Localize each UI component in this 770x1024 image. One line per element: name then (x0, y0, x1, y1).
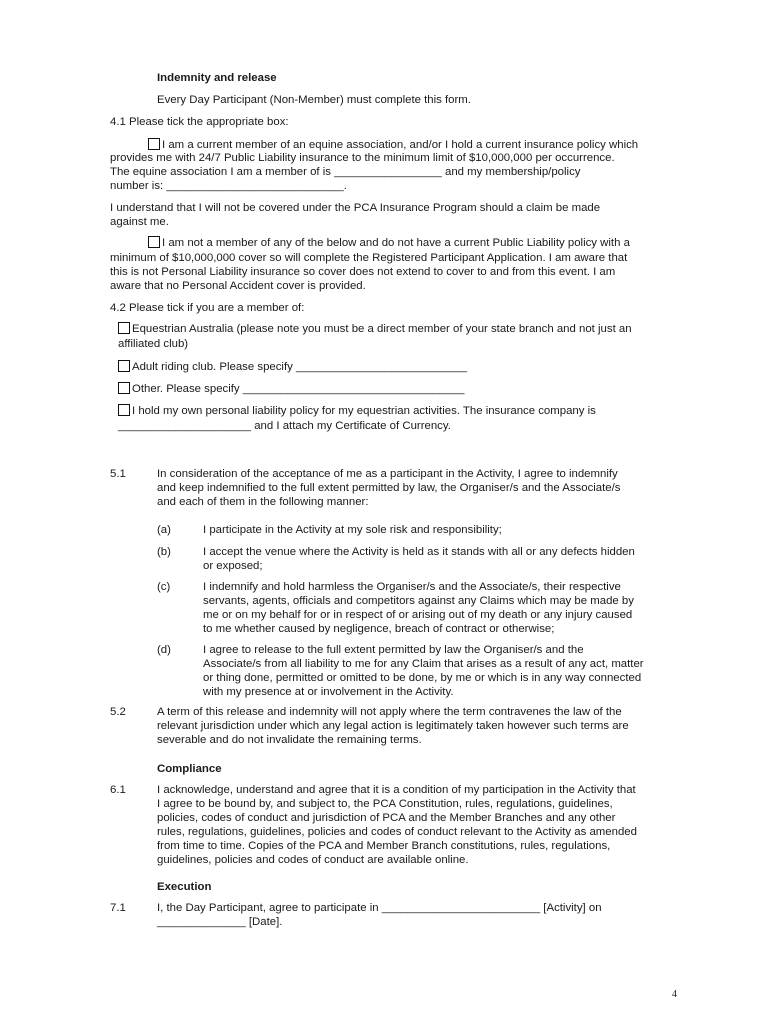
option-member-line-2: provides me with 24/7 Public Liability insurance to the minimum limit of $10,000,000 per occurrence. (110, 152, 615, 164)
checkbox-adult-riding-club[interactable] (118, 360, 130, 372)
checkbox-other[interactable] (118, 382, 130, 394)
clause-number-5-2: 5.2 (110, 706, 126, 718)
item-d-line-3: or thing done, permitted or omitted to be done, by me or which is in any way connected (203, 672, 642, 684)
page-number: 4 (672, 989, 677, 1000)
checkbox-not-member[interactable] (148, 236, 160, 248)
member-ea-line-1 (118, 322, 632, 337)
heading-indemnity-and-release: Indemnity and release (157, 72, 277, 84)
member-own-policy-text: I hold my own personal liability policy for my equestrian activities. The insurance company is (132, 405, 596, 417)
item-label-a: (a) (157, 524, 171, 536)
member-ea-line-2: affiliated club) (118, 338, 189, 350)
checkbox-own-liability-policy[interactable] (118, 404, 130, 416)
item-c-line-2: servants, agents, officials and competitors against any Claims which may be made by (203, 595, 634, 607)
item-label-d: (d) (157, 644, 171, 656)
item-c-line-3: me or on my behalf for or in respect of or arising out of my death or any injury caused (203, 609, 633, 621)
option-nonmember-line-4: aware that no Personal Accident cover is provided. (110, 280, 366, 292)
clause-5-2-line-3: severable and do not invalidate the remaining terms. (157, 734, 422, 746)
member-own-policy-line-2: _____________________ and I attach my Certificate of Currency. (118, 420, 451, 432)
checkbox-equestrian-australia[interactable] (118, 322, 130, 334)
member-own-policy-line-1 (118, 404, 596, 419)
option-member-text: I am a current member of an equine association, and/or I hold a current insurance policy which (162, 139, 639, 151)
heading-execution: Execution (157, 881, 212, 893)
option-nonmember-line-3: this is not Personal Liability insurance so cover does not extend to cover to and from this event. I am (110, 266, 616, 278)
item-d-line-1: I agree to release to the full extent permitted by law the Organiser/s and the (203, 644, 584, 656)
option-nonmember-line-1 (148, 236, 630, 251)
form-subtitle: Every Day Participant (Non-Member) must complete this form. (157, 94, 471, 106)
clause-6-1-line-1: I acknowledge, understand and agree that it is a condition of my participation in the Activity that (157, 784, 636, 796)
section-4-1-title: 4.1 Please tick the appropriate box: (110, 116, 289, 128)
clause-6-1-line-3: policies, codes of conduct and jurisdiction of PCA and the Member Branches and any other (157, 812, 616, 824)
option-nonmember-text: I am not a member of any of the below and do not have a current Public Liability policy with a (162, 237, 630, 249)
clause-5-1-line-1: In consideration of the acceptance of me as a participant in the Activity, I agree to indemnify (157, 468, 618, 480)
item-label-c: (c) (157, 581, 171, 593)
option-member-line-1 (148, 138, 638, 153)
clause-6-1-line-5: from time to time. Copies of the PCA and Member Branch constitutions, rules, regulations, (157, 840, 611, 852)
clause-5-2-line-2: relevant jurisdiction under which any legal action is legitimately taken however such terms are (157, 720, 629, 732)
checkbox-equine-member[interactable] (148, 138, 160, 150)
clause-5-2-line-1: A term of this release and indemnity will not apply where the term contravenes the law of the (157, 706, 622, 718)
item-d-line-2: Associate/s from all liability to me for any Claim that arises as a result of any act, matter (203, 658, 644, 670)
section-4-2-title: 4.2 Please tick if you are a member of: (110, 302, 305, 314)
understand-line-1: I understand that I will not be covered under the PCA Insurance Program should a claim be made (110, 202, 601, 214)
item-d-line-4: with my presence at or involvement in the Activity. (203, 686, 454, 698)
item-a-text: I participate in the Activity at my sole risk and responsibility; (203, 524, 502, 536)
clause-6-1-line-6: guidelines, policies and codes of conduct are available online. (157, 854, 469, 866)
item-b-line-2: or exposed; (203, 560, 263, 572)
option-member-line-4: number is: ____________________________. (110, 180, 347, 192)
item-c-line-4: to me whether caused by negligence, breach of contract or otherwise; (203, 623, 555, 635)
member-adult-riding-club-text: Adult riding club. Please specify ___________________________ (132, 361, 468, 373)
item-label-b: (b) (157, 546, 171, 558)
item-b-line-1: I accept the venue where the Activity is held as it stands with all or any defects hidden (203, 546, 635, 558)
option-member-line-3: The equine association I am a member of is _________________ and my membership/policy (110, 166, 581, 178)
clause-5-1-line-2: and keep indemnified to the full extent permitted by law, the Organiser/s and the Associate/s (157, 482, 621, 494)
option-nonmember-line-2: minimum of $10,000,000 cover so will complete the Registered Participant Application. I am aware that (110, 252, 628, 264)
clause-7-1-line-2: ______________ [Date]. (157, 916, 283, 928)
member-ea-text: Equestrian Australia (please note you must be a direct member of your state branch and not just an (132, 323, 632, 335)
clause-6-1-line-2: I agree to be bound by, and subject to, the PCA Constitution, rules, regulations, guidelines, (157, 798, 613, 810)
clause-6-1-line-4: rules, regulations, guidelines, policies and codes of conduct relevant to the Activity as amended (157, 826, 637, 838)
clause-number-6-1: 6.1 (110, 784, 126, 796)
clause-5-1-line-3: and each of them in the following manner: (157, 496, 369, 508)
clause-7-1-line-1: I, the Day Participant, agree to participate in _________________________ [Activity] on (157, 902, 602, 914)
clause-number-7-1: 7.1 (110, 902, 126, 914)
understand-line-2: against me. (110, 216, 169, 228)
heading-compliance: Compliance (157, 763, 222, 775)
member-adult-riding-club (118, 360, 467, 375)
clause-number-5-1: 5.1 (110, 468, 126, 480)
item-c-line-1: I indemnify and hold harmless the Organiser/s and the Associate/s, their respective (203, 581, 621, 593)
member-other (118, 382, 465, 397)
member-other-text: Other. Please specify ___________________________________ (132, 383, 465, 395)
